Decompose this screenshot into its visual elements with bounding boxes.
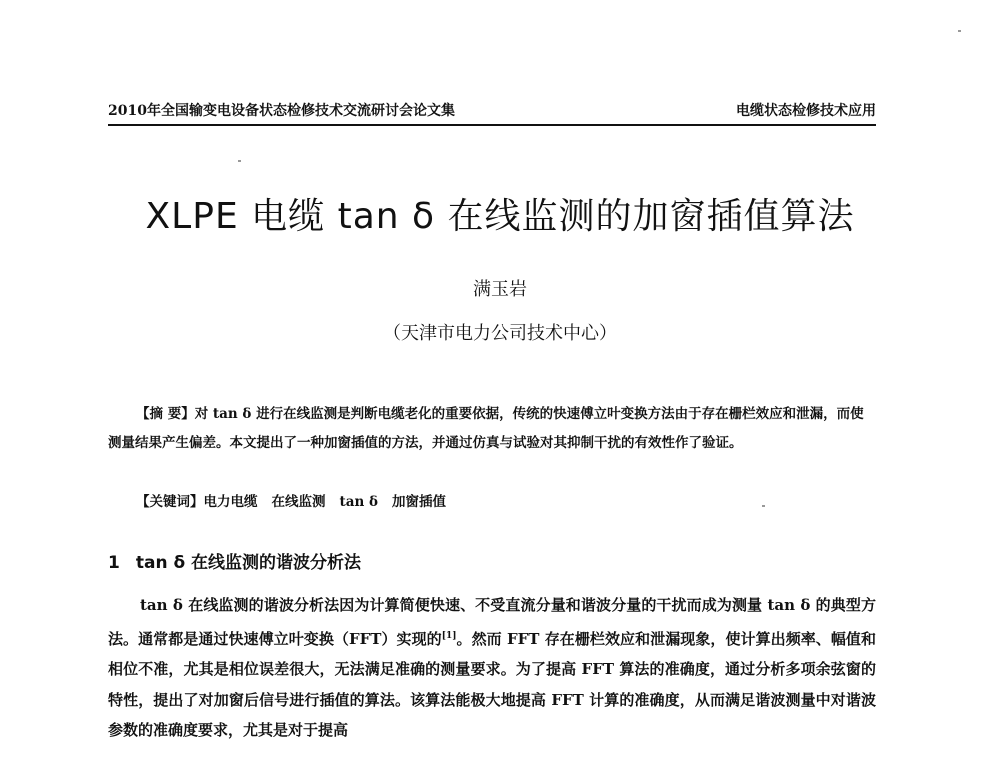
abstract (108, 400, 876, 458)
body-text-part2: 。然而 FFT 存在栅栏效应和泄漏现象，使计算出频率、幅值和相位不准，尤其是相位误差很大，无法满足准确的测量要求。为了提高 FFT 算法的准确度，通过分析多项余弦窗的特性，提出了对加窗后信号进行插值的算法。该算法能极大地提高 FFT 计算的准确度，从而满足谐波测量中对谐波参数的准确度要求，尤其是对于提高 (108, 629, 876, 739)
author-name: 满玉岩 (473, 279, 527, 300)
section-number: 1 (108, 553, 120, 573)
citation-ref: [1] (441, 630, 457, 641)
header-section-name: 电缆状态检修技术应用 (736, 103, 876, 119)
body-text-part1: tan δ 在线监测的谐波分析法因为计算简便快速、不受直流分量和谐波分量的干扰而成为测量 tan δ 的典型方法。通常都是通过快速傅立叶变换（FFT）实现的 (108, 596, 876, 648)
body-paragraph (108, 590, 876, 746)
keyword: tan δ (339, 494, 379, 510)
section-title-text: tan δ 在线监测的谐波分析法 (135, 553, 362, 573)
scan-speck (958, 30, 961, 32)
section-heading (108, 548, 361, 573)
keyword: 电力电缆 (203, 494, 258, 510)
header-proceedings-title: 2010年全国输变电设备状态检修技术交流研讨会论文集 (108, 103, 455, 119)
keyword: 加窗插值 (392, 494, 447, 510)
scan-speck (238, 160, 241, 162)
abstract-text: 对 tan δ 进行在线监测是判断电缆老化的重要依据，传统的快速傅立叶变换方法由于存在栅栏效应和泄漏，而使测量结果产生偏差。本文提出了一种加窗插值的方法，并通过仿真与试验对其抑制干扰的有效性作了验证。 (108, 406, 864, 451)
keywords-label: 【关键词】 (136, 494, 204, 510)
paper-title: XLPE 电缆 tan δ 在线监测的加窗插值算法 (145, 196, 855, 237)
scan-speck (762, 505, 765, 507)
author-affiliation: （天津市电力公司技术中心） (383, 323, 617, 344)
keyword: 在线监测 (271, 494, 326, 510)
abstract-label: 【摘 要】 (136, 406, 195, 422)
keywords (136, 488, 460, 517)
running-header (108, 100, 876, 126)
